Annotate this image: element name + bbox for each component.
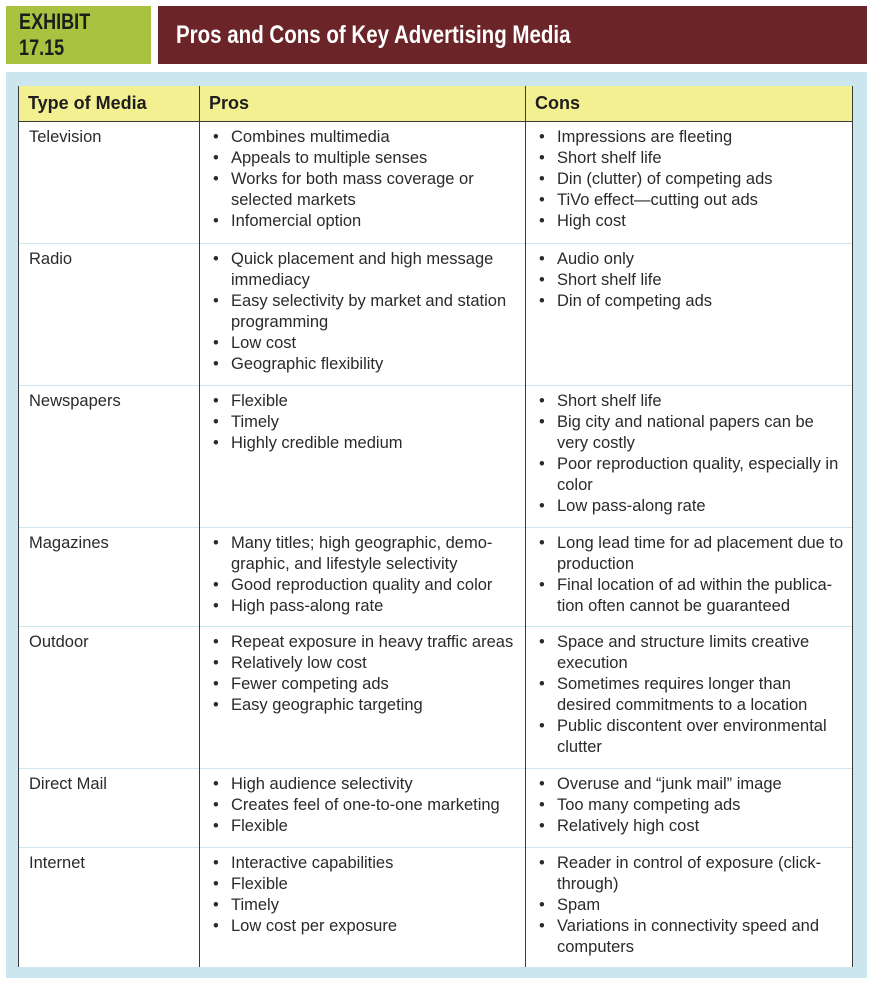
media-type-cell: Magazines — [19, 528, 200, 627]
cons-item: • Low pass-along rate — [539, 496, 845, 517]
pros-cell — [200, 122, 526, 244]
cons-list — [527, 853, 851, 958]
cons-item: • Reader in control of exposure (click-through) — [539, 853, 845, 895]
pros-cell — [200, 627, 526, 769]
cons-item: • Short shelf life — [539, 148, 845, 169]
pros-item: • Timely — [213, 895, 518, 916]
table-row — [19, 244, 853, 386]
cons-item: • Public discontent over environmental clutter — [539, 716, 845, 758]
cons-item: • Audio only — [539, 249, 845, 270]
cons-item: • Sometimes requires longer than desired commitments to a location — [539, 674, 845, 716]
cons-item: • Too many competing ads — [539, 795, 845, 816]
pros-item: • Low cost — [213, 333, 518, 354]
pros-item: • Timely — [213, 412, 518, 433]
pros-item: • Many titles; high geographic, demo-graphic, and lifestyle selectivity — [213, 533, 518, 575]
table-row — [19, 848, 853, 968]
table-row — [19, 769, 853, 848]
media-type-cell: Television — [19, 122, 200, 244]
pros-item: • Creates feel of one-to-one marketing — [213, 795, 518, 816]
pros-item: • High pass-along rate — [213, 596, 518, 617]
table-row — [19, 627, 853, 769]
pros-list — [201, 853, 524, 937]
cons-item: • Space and structure limits creative execution — [539, 632, 845, 674]
pros-cell — [200, 386, 526, 528]
pros-item: • Flexible — [213, 816, 518, 837]
cons-item: • TiVo effect—cutting out ads — [539, 190, 845, 211]
cons-list — [527, 632, 851, 758]
pros-list — [201, 249, 524, 375]
media-type-cell: Internet — [19, 848, 200, 968]
media-type-cell: Outdoor — [19, 627, 200, 769]
media-type-cell: Direct Mail — [19, 769, 200, 848]
cons-item: • Relatively high cost — [539, 816, 845, 837]
cons-cell — [526, 848, 853, 968]
column-header-pros: Pros — [200, 86, 526, 122]
pros-cell — [200, 244, 526, 386]
pros-item: • Infomercial option — [213, 211, 518, 232]
pros-list — [201, 127, 524, 232]
cons-item: • Short shelf life — [539, 391, 845, 412]
cons-item: • Impressions are fleeting — [539, 127, 845, 148]
cons-item: • Big city and national papers can be very costly — [539, 412, 845, 454]
pros-item: • Works for both mass coverage or selected markets — [213, 169, 518, 211]
table-row — [19, 528, 853, 627]
pros-item: • Relatively low cost — [213, 653, 518, 674]
page-title: Pros and Cons of Key Advertising Media — [158, 6, 867, 64]
cons-item: • Long lead time for ad placement due to production — [539, 533, 845, 575]
cons-list — [527, 127, 851, 232]
cons-cell — [526, 627, 853, 769]
table-header-row — [19, 86, 853, 122]
cons-item: • Din (clutter) of competing ads — [539, 169, 845, 190]
pros-list — [201, 391, 524, 454]
table-panel — [6, 72, 867, 978]
cons-list — [527, 774, 851, 837]
table-row — [19, 122, 853, 244]
pros-item: • Quick placement and high message immediacy — [213, 249, 518, 291]
pros-cell — [200, 528, 526, 627]
cons-cell — [526, 769, 853, 848]
pros-item: • Flexible — [213, 391, 518, 412]
cons-list — [527, 391, 851, 517]
pros-item: • High audience selectivity — [213, 774, 518, 795]
cons-cell — [526, 122, 853, 244]
pros-list — [201, 774, 524, 837]
pros-item: • Appeals to multiple senses — [213, 148, 518, 169]
cons-item: • Overuse and “junk mail” image — [539, 774, 845, 795]
cons-cell — [526, 244, 853, 386]
pros-item: • Low cost per exposure — [213, 916, 518, 937]
cons-item: • Short shelf life — [539, 270, 845, 291]
cons-item: • Din of competing ads — [539, 291, 845, 312]
media-type-cell: Radio — [19, 244, 200, 386]
pros-list — [201, 533, 524, 617]
cons-item: • High cost — [539, 211, 845, 232]
cons-list — [527, 249, 851, 312]
column-header-media: Type of Media — [19, 86, 200, 122]
media-pros-cons-table — [18, 86, 853, 967]
pros-cell — [200, 848, 526, 968]
exhibit-label: EXHIBIT 17.15 — [6, 6, 151, 64]
pros-item: • Fewer competing ads — [213, 674, 518, 695]
cons-item: • Spam — [539, 895, 845, 916]
media-type-cell: Newspapers — [19, 386, 200, 528]
cons-item: • Final location of ad within the publica-tion often cannot be guaranteed — [539, 575, 845, 617]
pros-item: • Highly credible medium — [213, 433, 518, 454]
pros-item: • Flexible — [213, 874, 518, 895]
cons-item: • Poor reproduction quality, especially in color — [539, 454, 845, 496]
pros-cell — [200, 769, 526, 848]
pros-item: • Interactive capabilities — [213, 853, 518, 874]
cons-cell — [526, 528, 853, 627]
cons-cell — [526, 386, 853, 528]
column-header-cons: Cons — [526, 86, 853, 122]
cons-item: • Variations in connectivity speed and computers — [539, 916, 845, 958]
pros-item: • Repeat exposure in heavy traffic areas — [213, 632, 518, 653]
pros-item: • Good reproduction quality and color — [213, 575, 518, 596]
pros-item: • Easy selectivity by market and station programming — [213, 291, 518, 333]
pros-item: • Easy geographic targeting — [213, 695, 518, 716]
table-row — [19, 386, 853, 528]
pros-item: • Geographic flexibility — [213, 354, 518, 375]
cons-list — [527, 533, 851, 617]
pros-list — [201, 632, 524, 716]
pros-item: • Combines multimedia — [213, 127, 518, 148]
